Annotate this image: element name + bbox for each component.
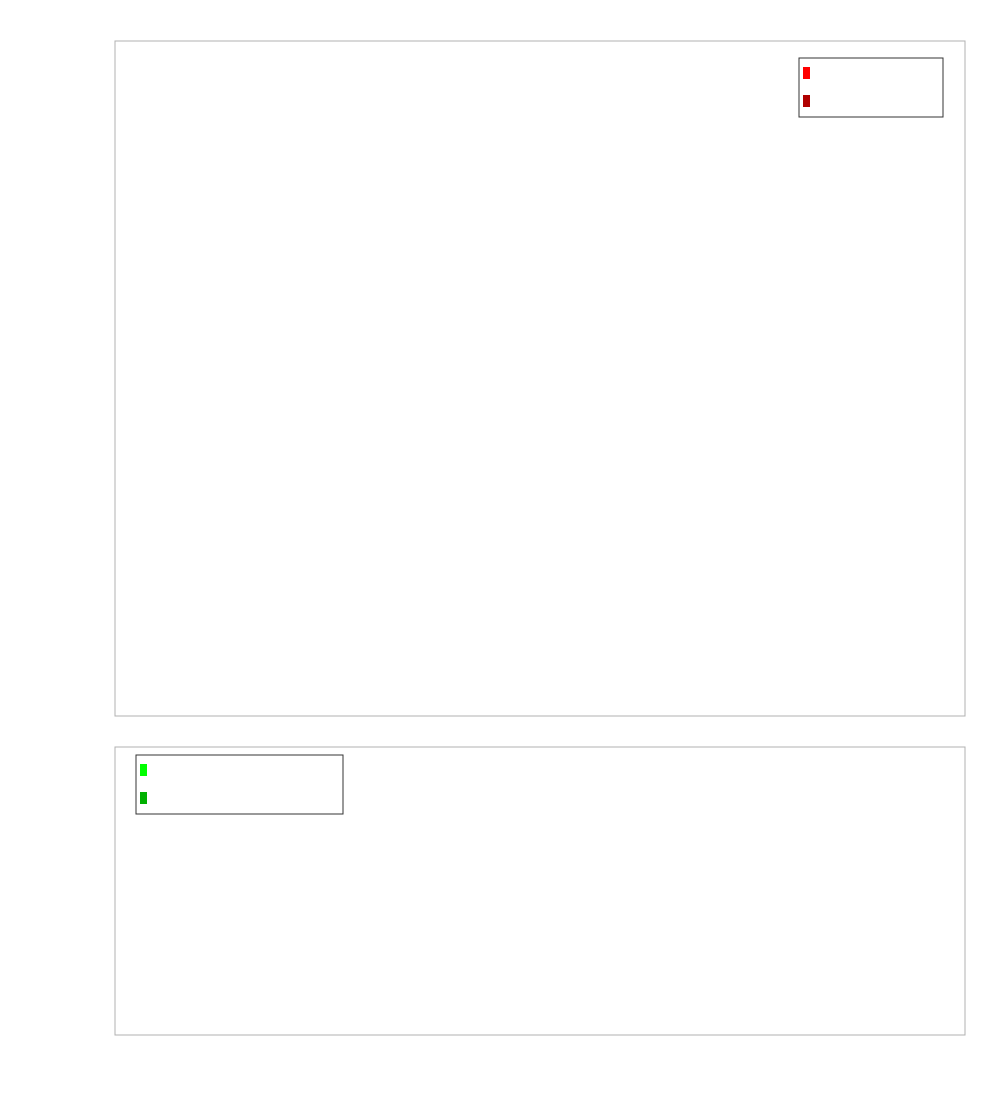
legend-available-swatch <box>140 764 147 776</box>
rate-plot-area <box>115 41 965 716</box>
rate-panel <box>115 41 965 716</box>
count-legend-box <box>136 755 343 814</box>
legend-nucleation-swatch <box>803 95 810 107</box>
legend-utilized-swatch <box>140 792 147 804</box>
rate-legend <box>799 58 943 117</box>
legend-participation-swatch <box>803 67 810 79</box>
count-legend <box>136 755 343 814</box>
count-panel <box>115 747 965 1035</box>
rate-legend-box <box>799 58 943 117</box>
